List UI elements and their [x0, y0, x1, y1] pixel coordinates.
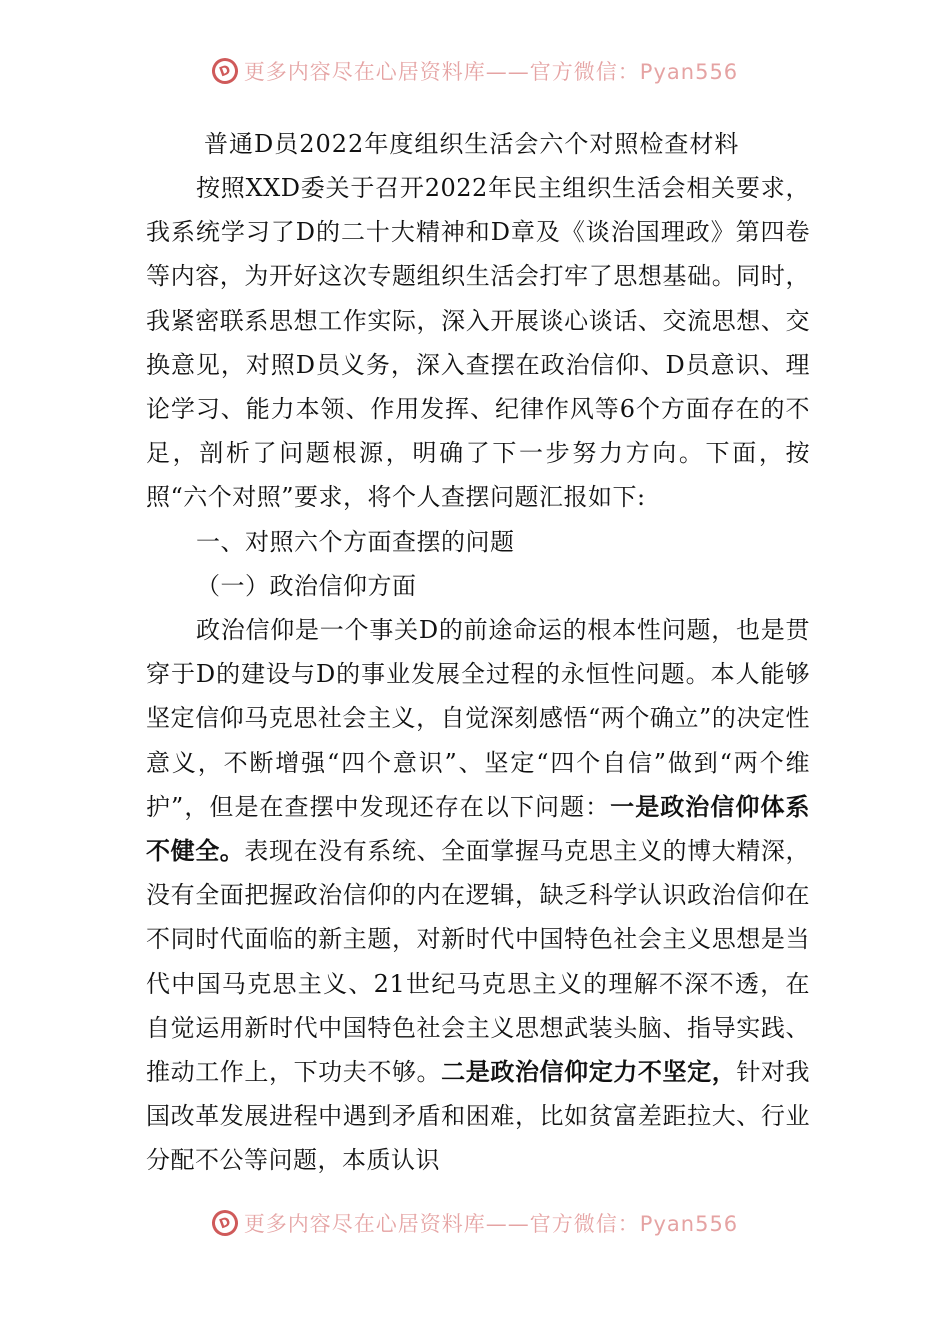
- page-title: 普通D员2022年度组织生活会六个对照检查材料: [204, 130, 740, 158]
- intro-paragraph: 按照XXD委关于召开2022年民主组织生活会相关要求，我系统学习了D的二十大精神和D章及《谈治国理政》第四卷等内容，为开好这次专题组织生活会打牢了思想基础。同时，我紧密联系思想工作实际，深入开展谈心谈话、交流思想、交换意见，对照D员义务，深入查摆在政治信仰、D员意识、理论学习、能力本领、作用发挥、纪律作风等6个方面存在的不足，剖析了问题根源，明确了下一步努力方向。下面，按照“六个对照”要求，将个人查摆问题汇报如下:: [146, 174, 810, 512]
- watermark-banner-bottom: [0, 1208, 950, 1238]
- paragraph-lead-text: 政治信仰是一个事关D的前途命运的根本性问题，也是贯穿于D的建设与D的事业发展全过程的永恒性问题。本人能够坚定信仰马克思社会主义，自觉深刻感悟“两个确立”的决定性意义，不断增强“四个意识”、坚定“四个自信”做到“两个维护”，但是在查摆中发现还存在以下问题：: [146, 616, 810, 821]
- point-two-text: 针对我国改革发展进程中遇到矛盾和困难，比如贫富差距拉大、行业分配不公等问题，本质认识: [146, 1058, 811, 1175]
- watermark-logo-icon: D: [208, 1206, 241, 1239]
- section-heading: 一、对照六个方面查摆的问题: [196, 527, 515, 556]
- watermark-logo-icon: D: [208, 54, 241, 87]
- watermark-text: 更多内容尽在心居资料库——官方微信：Pyan556: [243, 60, 739, 84]
- watermark-text: 更多内容尽在心居资料库——官方微信：Pyan556: [243, 1212, 739, 1236]
- document-body: [146, 122, 810, 1183]
- point-one-title: 一是政治信仰体系不健全。: [146, 792, 810, 866]
- body-paragraph: [146, 608, 810, 1183]
- subsection-heading: （一）政治信仰方面: [196, 571, 417, 600]
- watermark-banner-top: [0, 56, 950, 86]
- point-two-title: 二是政治信仰定力不坚定，: [441, 1058, 737, 1087]
- point-one-text: 表现在没有系统、全面掌握马克思主义的博大精深，没有全面把握政治信仰的内在逻辑，缺乏科学认识政治信仰在不同时代面临的新主题，对新时代中国特色社会主义思想是当代中国马克思主义、21世纪马克思主义的理解不深不透，在自觉运用新时代中国特色社会主义思想武装头脑、指导实践、推动工作上，下功夫不够。: [146, 837, 811, 1087]
